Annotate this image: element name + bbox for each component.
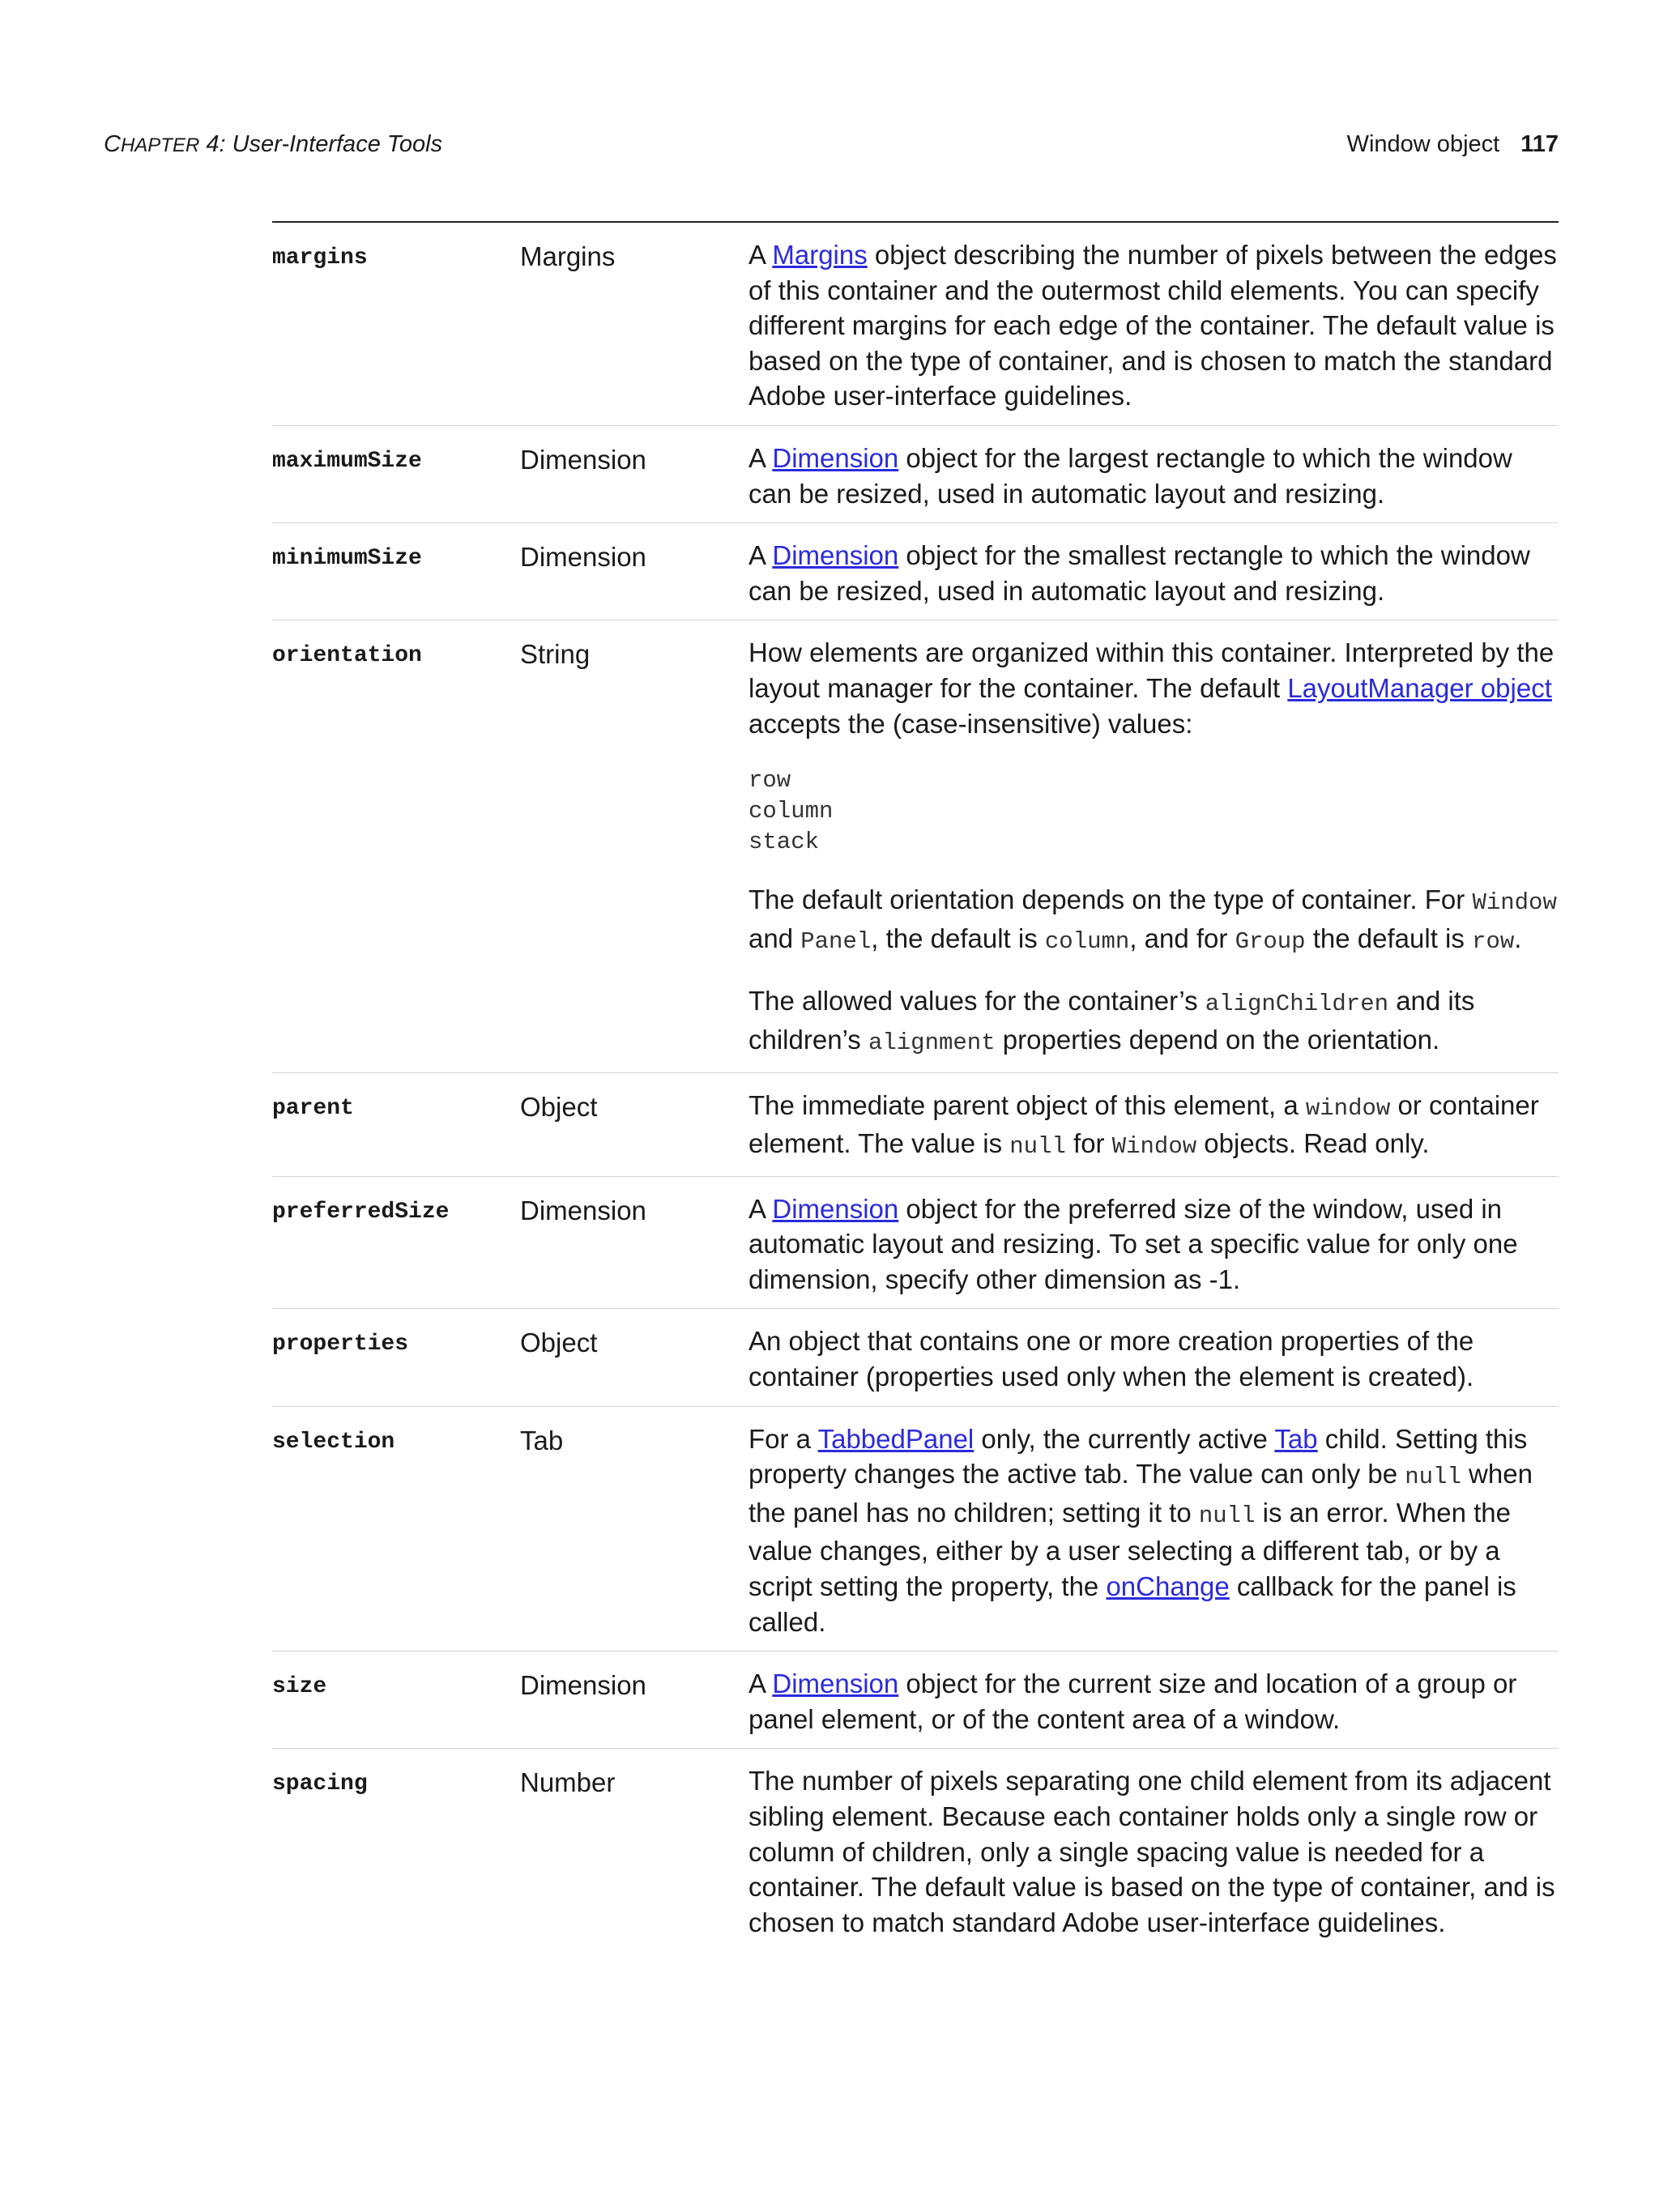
- property-name: parent: [272, 1095, 354, 1121]
- margins-link[interactable]: Margins: [772, 240, 868, 270]
- table-row-minimumsize: [272, 523, 1559, 620]
- property-type: Number: [520, 1767, 616, 1798]
- tab-link[interactable]: Tab: [1274, 1423, 1318, 1454]
- property-name: minimumSize: [272, 546, 422, 572]
- table-row-margins: [272, 223, 1559, 426]
- property-description: A Dimension object for the current size and location of a group or panel element, or of the content area of a window.: [748, 1669, 1517, 1734]
- property-description: The immediate parent object of this element, a window or container element. The value is null for Window objects. Read only.: [748, 1089, 1539, 1161]
- property-description: The number of pixels separating one child element from its adjacent sibling element. Because each container holds only a single row or column of children, only a single spacing value is needed for a container. The default value is based on the type of container, and is chosen to match standard Adobe user-interface guidelines.: [748, 1766, 1555, 1937]
- property-name: properties: [272, 1332, 409, 1357]
- table-row-parent: [272, 1073, 1559, 1177]
- dimension-link[interactable]: Dimension: [772, 1669, 899, 1699]
- running-header: [104, 128, 1559, 162]
- property-name: selection: [272, 1429, 395, 1455]
- table-row-maximumsize: [272, 426, 1559, 523]
- property-description: A Margins object describing the number of pixels between the edges of this container and the outermost child elements. You can specify different margins for each edge of the container. The default value is based on the type of container, and is chosen to match the standard Adobe user-interface guidelines.: [748, 240, 1557, 411]
- property-name: size: [272, 1674, 327, 1700]
- table-row-selection: [272, 1407, 1559, 1652]
- chapter-prefix-smallcaps: HAPTER: [120, 134, 200, 156]
- value-column: column: [748, 798, 834, 825]
- onchange-link[interactable]: onChange: [1106, 1571, 1230, 1602]
- chapter-prefix-initial: C: [104, 131, 121, 157]
- property-type: String: [520, 639, 591, 670]
- value-stack: stack: [748, 829, 820, 856]
- tabbedpanel-link[interactable]: TabbedPanel: [817, 1423, 975, 1454]
- property-description: An object that contains one or more creation properties of the container (properties used only when the element is created).: [748, 1326, 1474, 1392]
- property-description: For a TabbedPanel only, the currently active Tab child. Setting this property changes the active tab. The value can only be null when the panel has no children; setting it to null is an error. When the value changes, either by a user selecting a different tab, or by a script setting the property, the onChange callback for the panel is called.: [748, 1423, 1533, 1637]
- table-row-size: [272, 1652, 1559, 1749]
- layoutmanager-object-link[interactable]: LayoutManager object: [1287, 672, 1552, 703]
- property-type: Object: [520, 1091, 598, 1122]
- property-type: Margins: [520, 241, 616, 271]
- dimension-link[interactable]: Dimension: [772, 442, 899, 473]
- property-type: Dimension: [520, 1670, 646, 1701]
- property-type: Object: [520, 1328, 598, 1358]
- property-name: margins: [272, 245, 368, 271]
- property-type: Dimension: [520, 444, 646, 475]
- section-title: Window object: [1346, 131, 1500, 157]
- property-type: Dimension: [520, 542, 646, 573]
- value-row: row: [748, 767, 791, 795]
- dimension-link[interactable]: Dimension: [772, 540, 899, 571]
- property-description: How elements are organized within this container. Interpreted by the layout manager for the container. The default LayoutManager object accepts the (case-insensitive) values: row column stack The default orientation depends on the type of container. For Window and Panel, the default is column, and for Group the default is row. The allowed values for the container’s alignChildren and its children’s alignment properties depend on the orientation.: [748, 620, 1559, 1072]
- property-name: orientation: [272, 643, 422, 669]
- header-right: [1347, 128, 1559, 160]
- property-description: A Dimension object for the largest rectangle to which the window can be resized, used in automatic layout and resizing.: [748, 442, 1512, 509]
- chapter-label: [104, 128, 442, 162]
- properties-table: [272, 221, 1559, 1951]
- dimension-link[interactable]: Dimension: [772, 1193, 899, 1224]
- property-description: A Dimension object for the smallest rectangle to which the window can be resized, used in automatic layout and resizing.: [748, 540, 1530, 606]
- page-number: 117: [1520, 131, 1559, 157]
- property-type: Dimension: [520, 1195, 646, 1225]
- property-name: preferredSize: [272, 1199, 450, 1225]
- orientation-values: [748, 765, 1559, 858]
- property-type: Tab: [520, 1425, 564, 1455]
- table-row-properties: [272, 1309, 1559, 1406]
- property-name: maximumSize: [272, 448, 422, 474]
- property-description: A Dimension object for the preferred size of the window, used in automatic layout and resizing. To set a specific value for only one dimension, specify other dimension as -1.: [748, 1193, 1518, 1294]
- property-name: spacing: [272, 1771, 368, 1797]
- table-row-spacing: [272, 1749, 1559, 1951]
- table-row-orientation: [272, 620, 1559, 1072]
- table-row-preferredsize: [272, 1177, 1559, 1310]
- chapter-title: 4: User-Interface Tools: [199, 131, 443, 157]
